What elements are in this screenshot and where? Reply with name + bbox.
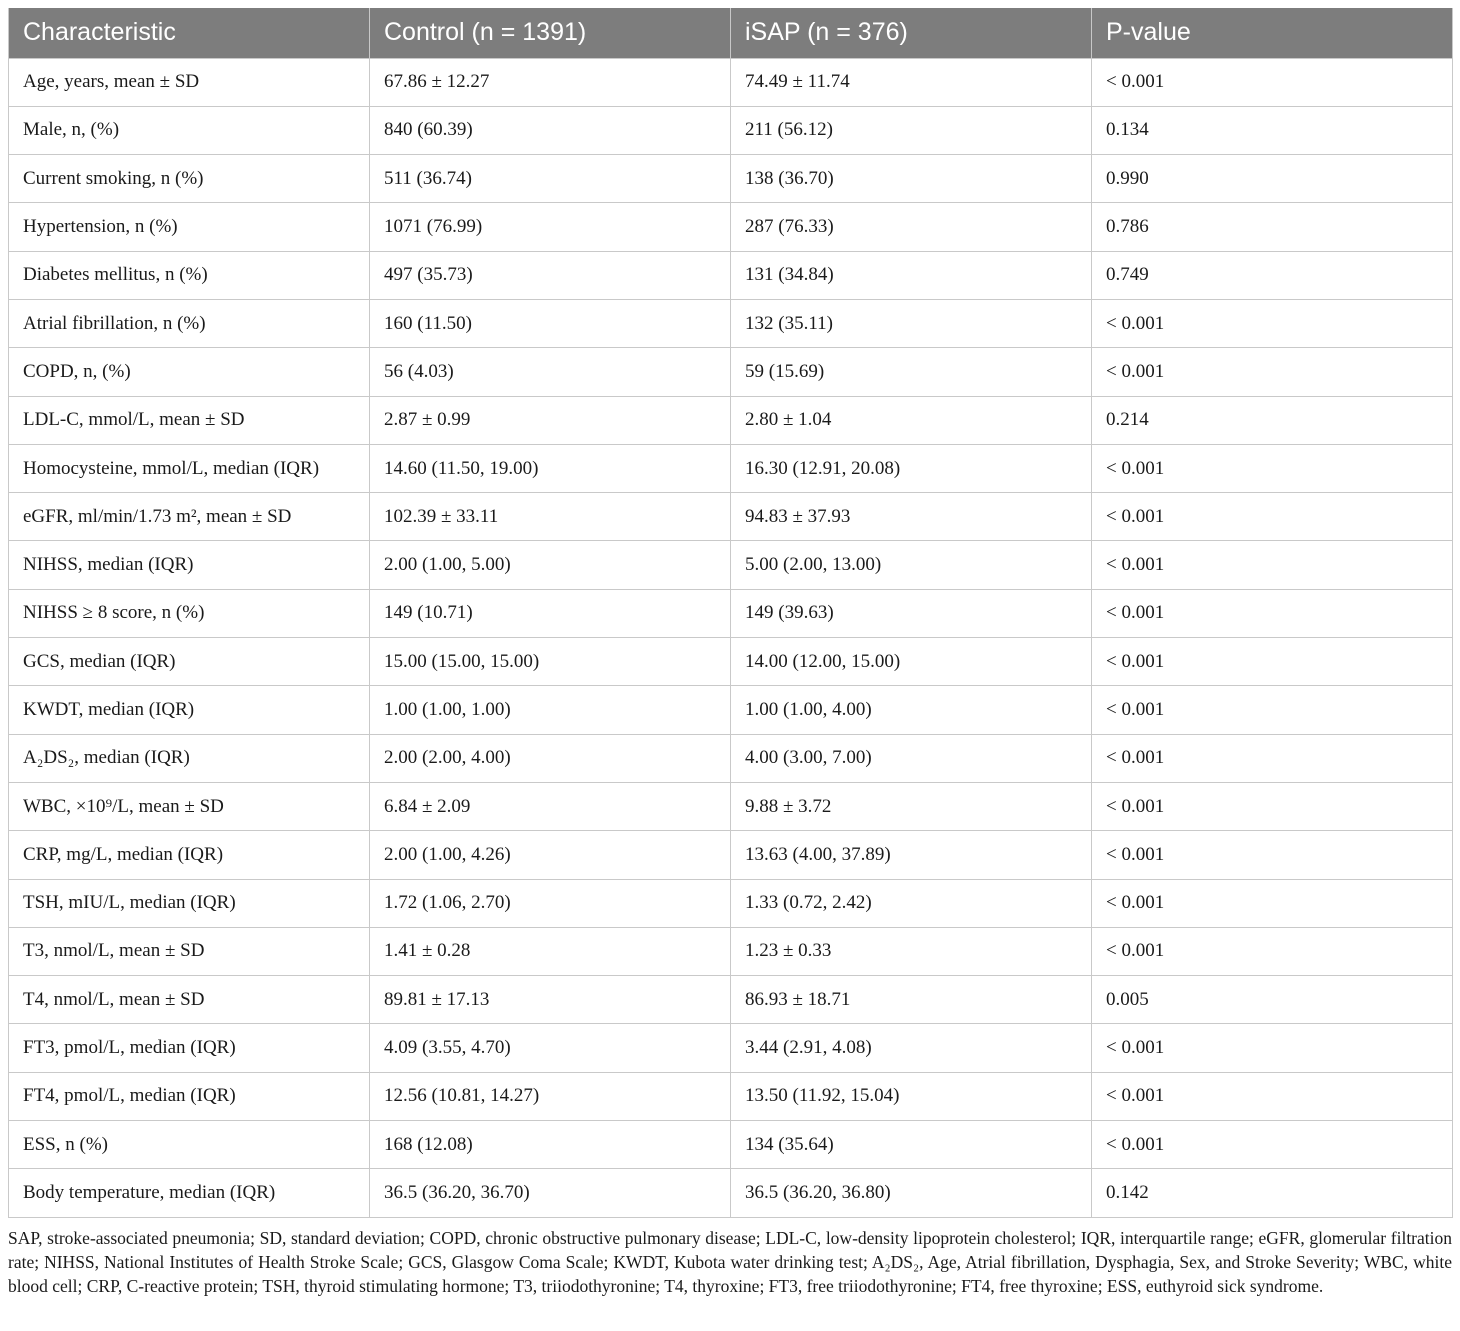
table-row: [9, 541, 1453, 589]
cell-isap: 9.88 ± 3.72: [731, 782, 1092, 830]
cell-characteristic: GCS, median (IQR): [9, 638, 370, 686]
header-control: Control (n = 1391): [370, 8, 731, 58]
cell-p-value: 0.214: [1092, 396, 1453, 444]
cell-characteristic: Body temperature, median (IQR): [9, 1169, 370, 1217]
cell-control: 89.81 ± 17.13: [370, 976, 731, 1024]
cell-control: 36.5 (36.20, 36.70): [370, 1169, 731, 1217]
table-row: [9, 831, 1453, 879]
cell-isap: 74.49 ± 11.74: [731, 58, 1092, 106]
table-row: [9, 589, 1453, 637]
cell-p-value: < 0.001: [1092, 589, 1453, 637]
cell-isap: 138 (36.70): [731, 155, 1092, 203]
cell-p-value: < 0.001: [1092, 493, 1453, 541]
cell-characteristic: Hypertension, n (%): [9, 203, 370, 251]
cell-isap: 13.50 (11.92, 15.04): [731, 1072, 1092, 1120]
cell-p-value: < 0.001: [1092, 58, 1453, 106]
cell-characteristic: LDL-C, mmol/L, mean ± SD: [9, 396, 370, 444]
cell-control: 15.00 (15.00, 15.00): [370, 638, 731, 686]
header-p-value: P-value: [1092, 8, 1453, 58]
table-row: [9, 734, 1453, 782]
table-row: [9, 493, 1453, 541]
cell-isap: 5.00 (2.00, 13.00): [731, 541, 1092, 589]
cell-characteristic: COPD, n, (%): [9, 348, 370, 396]
cell-p-value: 0.786: [1092, 203, 1453, 251]
cell-control: 2.00 (1.00, 5.00): [370, 541, 731, 589]
cell-control: 149 (10.71): [370, 589, 731, 637]
table-row: [9, 1072, 1453, 1120]
cell-control: 67.86 ± 12.27: [370, 58, 731, 106]
cell-p-value: < 0.001: [1092, 686, 1453, 734]
cell-characteristic: T4, nmol/L, mean ± SD: [9, 976, 370, 1024]
table-row: [9, 58, 1453, 106]
table-row: [9, 1169, 1453, 1217]
cell-control: 102.39 ± 33.11: [370, 493, 731, 541]
cell-isap: 3.44 (2.91, 4.08): [731, 1024, 1092, 1072]
table-row: [9, 1121, 1453, 1169]
cell-characteristic: T3, nmol/L, mean ± SD: [9, 927, 370, 975]
cell-characteristic: KWDT, median (IQR): [9, 686, 370, 734]
cell-p-value: < 0.001: [1092, 299, 1453, 347]
table-row: [9, 879, 1453, 927]
cell-control: 2.00 (1.00, 4.26): [370, 831, 731, 879]
cell-p-value: < 0.001: [1092, 734, 1453, 782]
cell-isap: 134 (35.64): [731, 1121, 1092, 1169]
cell-p-value: < 0.001: [1092, 782, 1453, 830]
table-row: [9, 444, 1453, 492]
cell-characteristic: Age, years, mean ± SD: [9, 58, 370, 106]
baseline-characteristics-table: [8, 8, 1453, 1218]
cell-control: 56 (4.03): [370, 348, 731, 396]
cell-control: 511 (36.74): [370, 155, 731, 203]
cell-isap: 13.63 (4.00, 37.89): [731, 831, 1092, 879]
cell-p-value: 0.990: [1092, 155, 1453, 203]
cell-characteristic: CRP, mg/L, median (IQR): [9, 831, 370, 879]
cell-characteristic: FT4, pmol/L, median (IQR): [9, 1072, 370, 1120]
table-row: [9, 396, 1453, 444]
cell-characteristic: Current smoking, n (%): [9, 155, 370, 203]
cell-control: 160 (11.50): [370, 299, 731, 347]
cell-isap: 211 (56.12): [731, 106, 1092, 154]
table-row: [9, 348, 1453, 396]
cell-characteristic: NIHSS ≥ 8 score, n (%): [9, 589, 370, 637]
table-row: [9, 686, 1453, 734]
cell-isap: 14.00 (12.00, 15.00): [731, 638, 1092, 686]
cell-isap: 4.00 (3.00, 7.00): [731, 734, 1092, 782]
table-row: [9, 106, 1453, 154]
cell-characteristic: ESS, n (%): [9, 1121, 370, 1169]
cell-control: 1.41 ± 0.28: [370, 927, 731, 975]
cell-p-value: < 0.001: [1092, 927, 1453, 975]
cell-isap: 16.30 (12.91, 20.08): [731, 444, 1092, 492]
cell-control: 2.00 (2.00, 4.00): [370, 734, 731, 782]
cell-isap: 1.00 (1.00, 4.00): [731, 686, 1092, 734]
cell-control: 840 (60.39): [370, 106, 731, 154]
cell-p-value: < 0.001: [1092, 1121, 1453, 1169]
cell-isap: 86.93 ± 18.71: [731, 976, 1092, 1024]
cell-characteristic: eGFR, ml/min/1.73 m², mean ± SD: [9, 493, 370, 541]
cell-characteristic: WBC, ×10⁹/L, mean ± SD: [9, 782, 370, 830]
cell-characteristic: A₂DS₂, median (IQR): [9, 734, 370, 782]
cell-characteristic: Diabetes mellitus, n (%): [9, 251, 370, 299]
table-body: [9, 58, 1453, 1217]
table-row: [9, 203, 1453, 251]
cell-p-value: < 0.001: [1092, 831, 1453, 879]
table-row: [9, 1024, 1453, 1072]
cell-control: 1071 (76.99): [370, 203, 731, 251]
cell-isap: 94.83 ± 37.93: [731, 493, 1092, 541]
header-row: [9, 8, 1453, 58]
cell-control: 6.84 ± 2.09: [370, 782, 731, 830]
cell-control: 2.87 ± 0.99: [370, 396, 731, 444]
cell-p-value: < 0.001: [1092, 444, 1453, 492]
cell-characteristic: FT3, pmol/L, median (IQR): [9, 1024, 370, 1072]
cell-p-value: < 0.001: [1092, 348, 1453, 396]
cell-control: 1.72 (1.06, 2.70): [370, 879, 731, 927]
cell-p-value: < 0.001: [1092, 1024, 1453, 1072]
cell-control: 497 (35.73): [370, 251, 731, 299]
cell-isap: 131 (34.84): [731, 251, 1092, 299]
cell-control: 14.60 (11.50, 19.00): [370, 444, 731, 492]
table-row: [9, 638, 1453, 686]
cell-p-value: < 0.001: [1092, 1072, 1453, 1120]
cell-characteristic: Homocysteine, mmol/L, median (IQR): [9, 444, 370, 492]
cell-characteristic: TSH, mIU/L, median (IQR): [9, 879, 370, 927]
cell-control: 4.09 (3.55, 4.70): [370, 1024, 731, 1072]
table-footnote: SAP, stroke-associated pneumonia; SD, standard deviation; COPD, chronic obstructive pulmonary disease; LDL-C, low-density lipoprotein cholesterol; IQR, interquartile range; eGFR, glomerular filtration rate; NIHSS, National Institutes of Health Stroke Scale; GCS, Glasgow Coma Scale; KWDT, Kubota water drinking test; A₂DS₂, Age, Atrial fibrillation, Dysphagia, Sex, and Stroke Severity; WBC, white blood cell; CRP, C-reactive protein; TSH, thyroid stimulating hormone; T3, triiodothyronine; T4, thyroxine; FT3, free triiodothyronine; FT4, free thyroxine; ESS, euthyroid sick syndrome.: [8, 1228, 1452, 1296]
cell-isap: 2.80 ± 1.04: [731, 396, 1092, 444]
cell-isap: 36.5 (36.20, 36.80): [731, 1169, 1092, 1217]
cell-control: 168 (12.08): [370, 1121, 731, 1169]
table-row: [9, 299, 1453, 347]
table-row: [9, 927, 1453, 975]
cell-p-value: 0.134: [1092, 106, 1453, 154]
cell-p-value: < 0.001: [1092, 541, 1453, 589]
cell-isap: 1.33 (0.72, 2.42): [731, 879, 1092, 927]
cell-characteristic: Male, n, (%): [9, 106, 370, 154]
cell-p-value: < 0.001: [1092, 879, 1453, 927]
cell-characteristic: Atrial fibrillation, n (%): [9, 299, 370, 347]
cell-isap: 1.23 ± 0.33: [731, 927, 1092, 975]
cell-isap: 287 (76.33): [731, 203, 1092, 251]
cell-control: 1.00 (1.00, 1.00): [370, 686, 731, 734]
cell-p-value: 0.005: [1092, 976, 1453, 1024]
table-row: [9, 976, 1453, 1024]
cell-characteristic: NIHSS, median (IQR): [9, 541, 370, 589]
table-row: [9, 782, 1453, 830]
cell-p-value: < 0.001: [1092, 638, 1453, 686]
table-row: [9, 251, 1453, 299]
header-isap: iSAP (n = 376): [731, 8, 1092, 58]
cell-p-value: 0.749: [1092, 251, 1453, 299]
table-row: [9, 155, 1453, 203]
baseline-characteristics-table-container: [8, 8, 1452, 1218]
header-characteristic: Characteristic: [9, 8, 370, 58]
cell-isap: 149 (39.63): [731, 589, 1092, 637]
cell-p-value: 0.142: [1092, 1169, 1453, 1217]
cell-isap: 132 (35.11): [731, 299, 1092, 347]
table-header: [9, 8, 1453, 58]
cell-control: 12.56 (10.81, 14.27): [370, 1072, 731, 1120]
cell-isap: 59 (15.69): [731, 348, 1092, 396]
